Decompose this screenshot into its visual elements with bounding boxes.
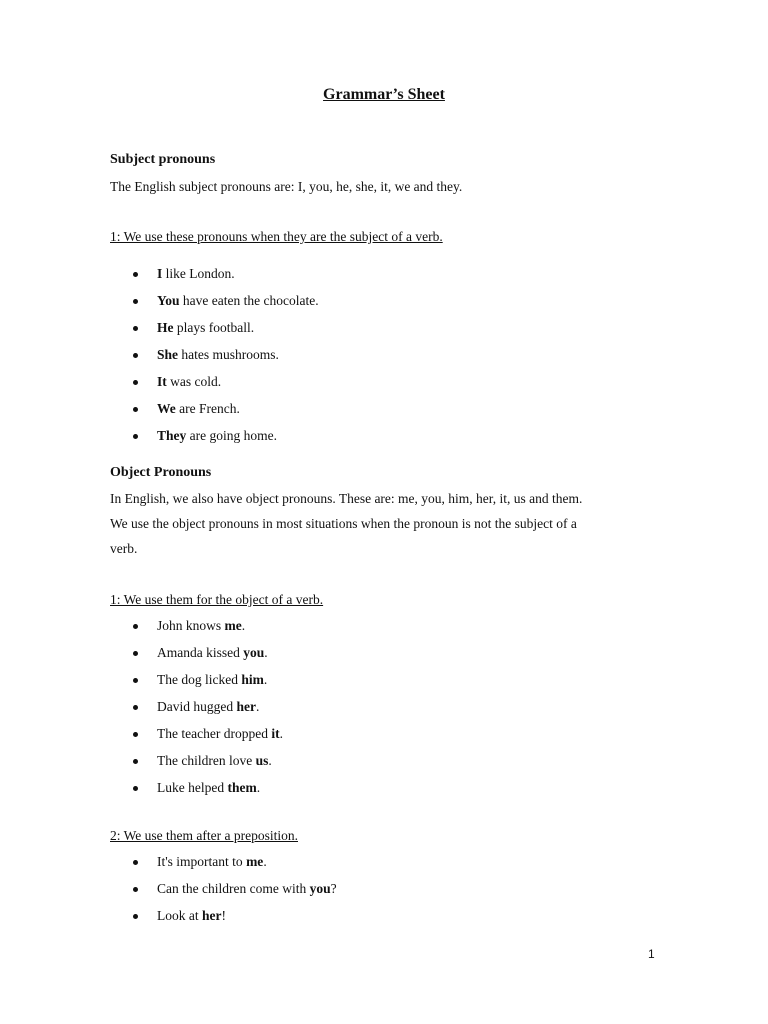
example-text: was cold. [166, 374, 222, 389]
pronoun: She [157, 347, 179, 362]
example-punct: . [263, 672, 268, 687]
bullet-icon [133, 651, 138, 656]
example-text: The children love [157, 753, 256, 768]
pronoun: them [227, 780, 257, 795]
pronoun: her [236, 699, 256, 714]
object-intro-line-2: We use the object pronouns in most situations when the pronoun is not the subject of a [110, 516, 577, 531]
example-text: are going home. [186, 428, 277, 443]
object-pronouns-heading: Object Pronouns [110, 465, 212, 480]
bullet-icon [133, 705, 138, 710]
pronoun: It [157, 374, 167, 389]
pronoun: it [271, 726, 280, 741]
bullet-icon [133, 678, 138, 683]
subject-pronouns-intro: The English subject pronouns are: I, you, he, she, it, we and they. [110, 179, 463, 194]
example-text: The dog licked [157, 672, 242, 687]
example-text: are French. [175, 401, 240, 416]
example-text: Can the children come with [157, 881, 310, 896]
example-punct: . [268, 753, 272, 768]
pronoun: you [243, 645, 265, 660]
example-text: It's important to [157, 854, 247, 869]
example-punct: . [255, 699, 260, 714]
page-number: 1 [648, 947, 655, 961]
example-punct: . [256, 780, 261, 795]
example-punct: ! [221, 908, 226, 923]
object-rule-2: 2: We use them after a preposition. [110, 828, 298, 843]
example-text: Luke helped [157, 780, 228, 795]
page-title: Grammar’s Sheet [323, 86, 445, 103]
bullet-icon [133, 887, 138, 892]
example-punct: . [264, 645, 268, 660]
example-text: hates mushrooms. [178, 347, 279, 362]
pronoun: We [157, 401, 176, 416]
pronoun: You [157, 293, 180, 308]
pronoun: They [157, 428, 187, 443]
example-text: Look at [157, 908, 202, 923]
bullet-icon [133, 860, 138, 865]
example-punct: ? [330, 881, 337, 896]
example-punct: . [263, 854, 267, 869]
pronoun: I [157, 266, 163, 281]
example-text: David hugged [157, 699, 237, 714]
example-text: John knows [157, 618, 225, 633]
pronoun: He [157, 320, 174, 335]
bullet-icon [133, 434, 138, 439]
bullet-icon [133, 299, 138, 304]
pronoun: me [224, 618, 242, 633]
object-intro-line-3: verb. [110, 541, 138, 556]
bullet-icon [133, 380, 138, 385]
bullet-icon [133, 624, 138, 629]
bullet-icon [133, 759, 138, 764]
bullet-icon [133, 407, 138, 412]
bullet-icon [133, 786, 138, 791]
bullet-icon [133, 914, 138, 919]
pronoun: us [255, 753, 269, 768]
pronoun: you [309, 881, 331, 896]
example-punct: . [241, 618, 246, 633]
bullet-icon [133, 732, 138, 737]
bullet-icon [133, 353, 138, 358]
object-intro-line-1: In English, we also have object pronouns. These are: me, you, him, her, it, us and them. [110, 491, 583, 506]
example-text: plays football. [173, 320, 255, 335]
pronoun: me [246, 854, 264, 869]
pronoun: her [202, 908, 222, 923]
subject-rule-1: 1: We use these pronouns when they are the subject of a verb. [110, 229, 443, 244]
example-text: have eaten the chocolate. [179, 293, 319, 308]
example-punct: . [279, 726, 283, 741]
example-text: Amanda kissed [157, 645, 244, 660]
example-text: The teacher dropped [157, 726, 272, 741]
pronoun: him [241, 672, 264, 687]
bullet-icon [133, 326, 138, 331]
subject-pronouns-heading: Subject pronouns [110, 152, 216, 167]
bullet-icon [133, 272, 138, 277]
object-rule-1: 1: We use them for the object of a verb. [110, 592, 324, 607]
example-text: like London. [162, 266, 235, 281]
